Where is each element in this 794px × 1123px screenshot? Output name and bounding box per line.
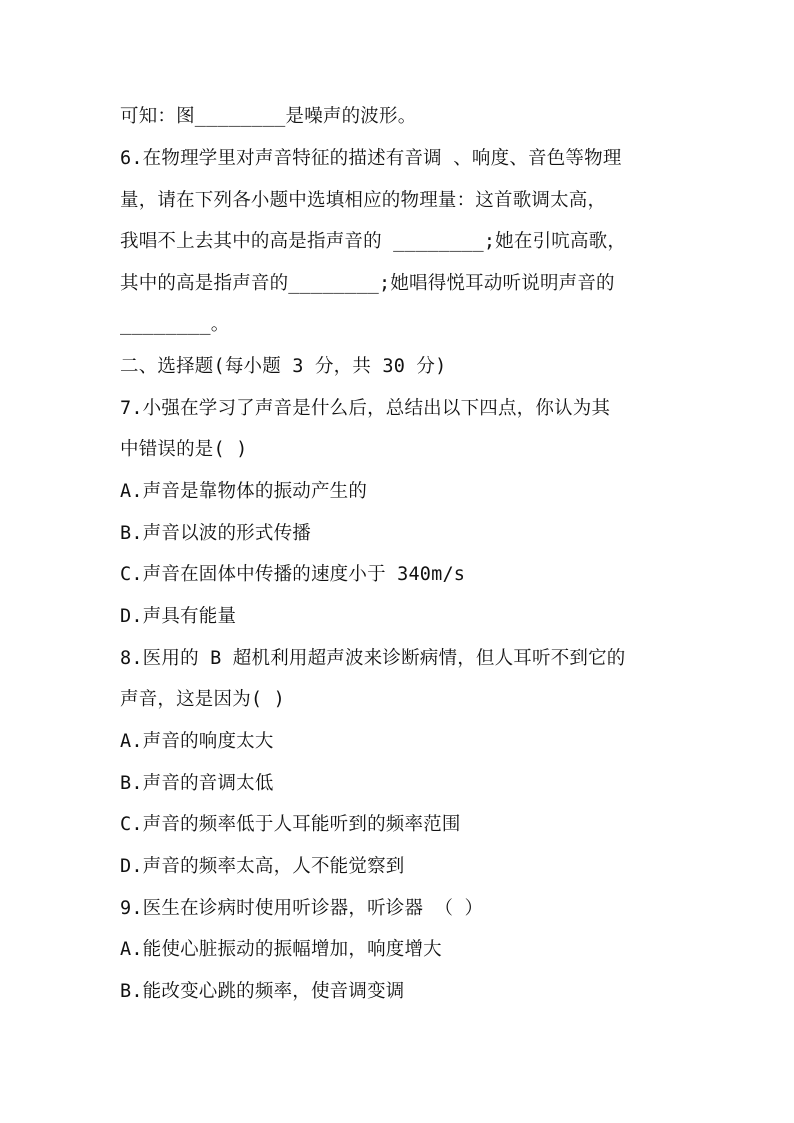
option-line: B.声音的音调太低	[120, 773, 274, 794]
question-6-stem: 6.在物理学里对声音特征的描述有音调 、响度、音色等物理	[120, 148, 622, 169]
question-8-stem: 8.医用的 B 超机利用超声波来诊断病情，但人耳听不到它的	[120, 648, 626, 669]
text-line: 其中的高是指声音的________;她唱得悦耳动听说明声音的	[120, 273, 615, 294]
text-line: 量，请在下列各小题中选填相应的物理量：这首歌调太高，	[120, 190, 607, 211]
option-line: C.声音的频率低于人耳能听到的频率范围	[120, 814, 461, 835]
question-7-stem: 7.小强在学习了声音是什么后，总结出以下四点，你认为其	[120, 398, 611, 419]
section-heading: 二、选择题(每小题 3 分，共 30 分)	[120, 356, 447, 377]
option-line: B.能改变心跳的频率，使音调变调	[120, 981, 405, 1002]
text-line: 我唱不上去其中的高是指声音的 ________;她在引吭高歌，	[120, 231, 627, 252]
option-line: D.声音的频率太高，人不能觉察到	[120, 856, 405, 877]
option-line: C.声音在固体中传播的速度小于 340m/s	[120, 564, 466, 585]
option-line: B.声音以波的形式传播	[120, 523, 311, 544]
text-line: ________。	[120, 314, 230, 335]
option-line: A.声音是靠物体的振动产生的	[120, 481, 368, 502]
option-line: D.声具有能量	[120, 606, 237, 627]
option-line: A.声音的响度太大	[120, 731, 274, 752]
option-line: A.能使心脏振动的振幅增加，响度增大	[120, 939, 442, 960]
text-line: 声音，这是因为( )	[120, 689, 285, 710]
text-line: 中错误的是( )	[120, 439, 248, 460]
question-9-stem: 9.医生在诊病时使用听诊器，听诊器 （ ）	[120, 898, 484, 919]
text-line: 可知：图________是噪声的波形。	[120, 106, 417, 127]
